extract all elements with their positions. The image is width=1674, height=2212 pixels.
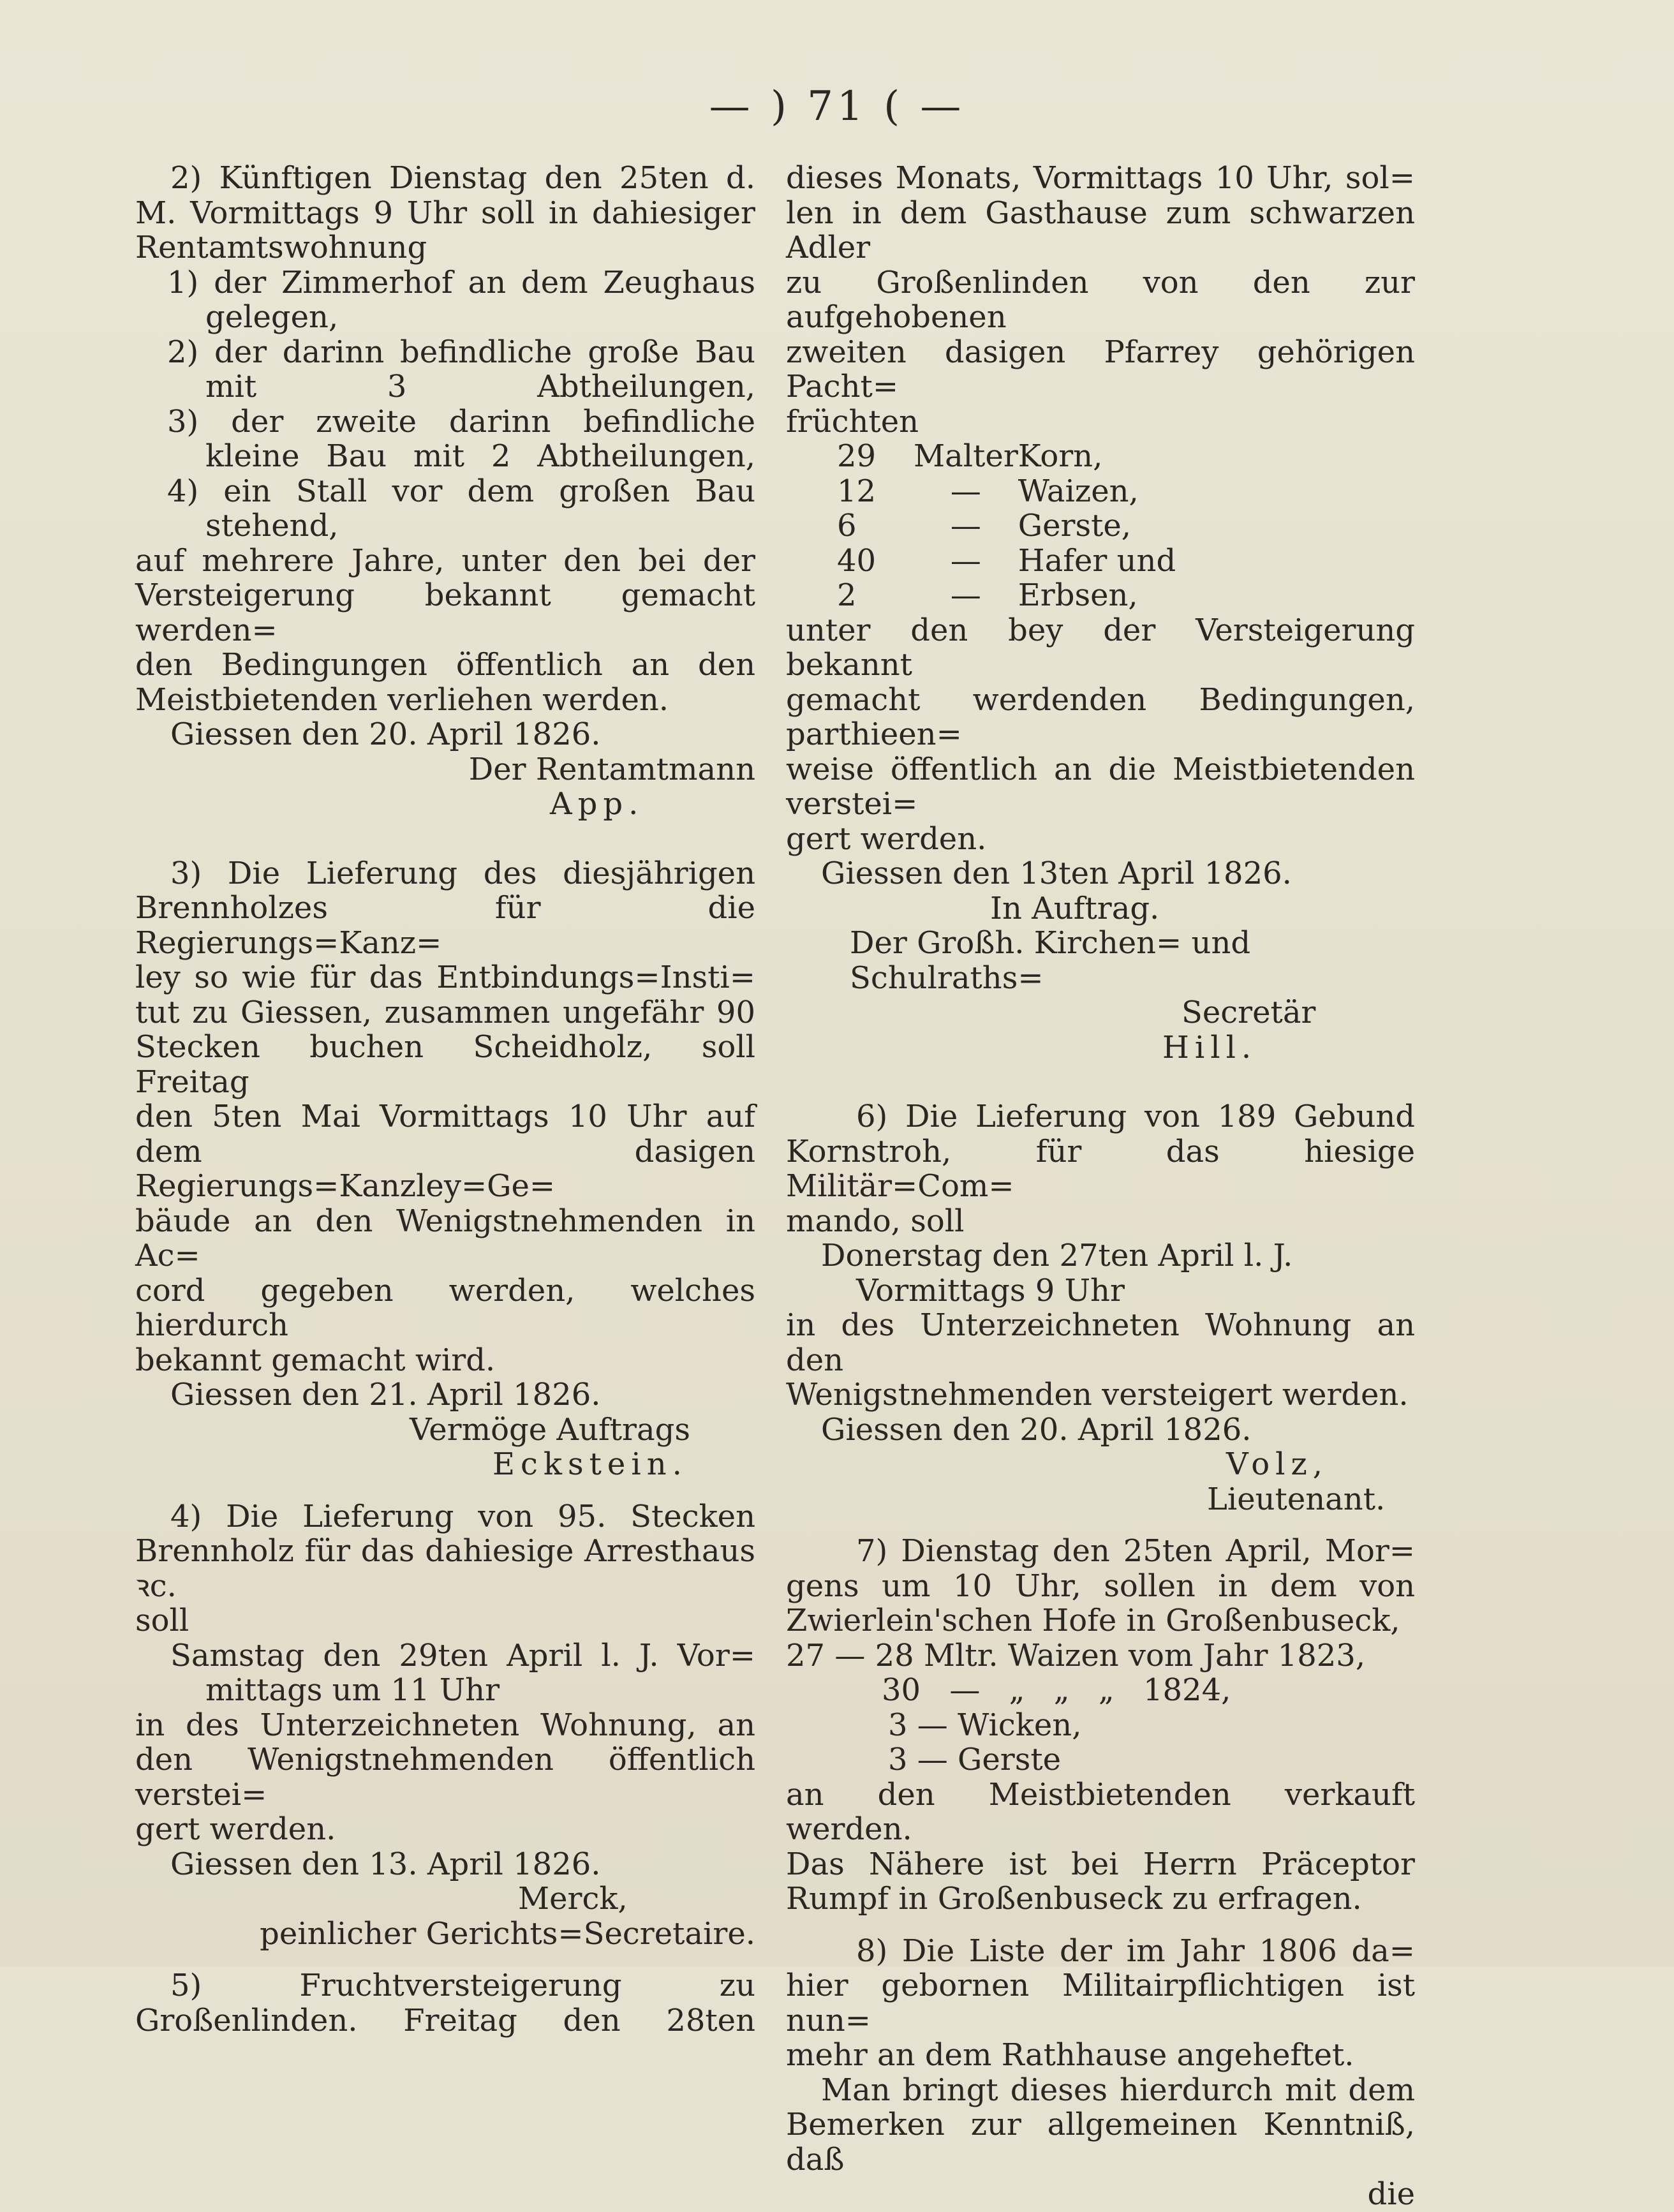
text-line: Stecken buchen Scheidholz, soll Freitag	[135, 1029, 755, 1100]
text-line: gert werden.	[786, 820, 987, 857]
notice-7	[786, 1534, 1415, 1917]
text-line: Rentamtswohnung	[135, 230, 427, 265]
text-line: auf mehrere Jahre, unter den bei der	[135, 542, 755, 579]
notice-6	[786, 1099, 1415, 1517]
page-number: — ) 71 ( —	[709, 83, 965, 130]
text-line: an den Meistbietenden verkauft werden.	[786, 1776, 1415, 1847]
text-line: 4) Die Lieferung von 95. Stecken	[170, 1498, 755, 1534]
text-line: bäude an den Wenigstnehmenden in Ac=	[135, 1203, 755, 1273]
unit-cell: —	[950, 577, 981, 613]
text-line: 5) Fruchtversteigerung zu	[170, 1968, 755, 2003]
text-line: Versteigerung bekannt gemacht werden=	[135, 577, 755, 648]
grain-cell: Waizen,	[1018, 473, 1139, 509]
notice-5-start	[135, 1968, 755, 2038]
text-line: Brennholzes für die Regierungs=Kanz=	[135, 890, 755, 961]
wheat-line: 3 — Wicken,	[888, 1707, 1082, 1743]
list-item: 4) ein Stall vor dem großen Bau stehend,	[167, 473, 755, 544]
text-line: mehr an dem Rathhause angeheftet.	[786, 2037, 1354, 2073]
text-line: 6) Die Lieferung von 189 Gebund	[856, 1099, 1415, 1134]
text-line: Samstag den 29ten April l. J. Vor=	[170, 1637, 755, 1674]
unit-cell: Malter	[914, 438, 1018, 474]
text-line: Vormittags 9 Uhr	[856, 1272, 1125, 1309]
text-line: len in dem Gasthause zum schwarzen Adler	[786, 195, 1415, 265]
signature-name: Merck,	[518, 1881, 628, 1917]
text-line: hier gebornen Militairpflichtigen ist nun=	[786, 1968, 1415, 2038]
place-date: Giessen den 13ten April 1826.	[821, 856, 1292, 891]
table-row	[837, 578, 1176, 613]
signature-title: Vermöge Auftrags	[410, 1411, 690, 1448]
qty-cell: 40	[837, 542, 877, 579]
text-line: den Wenigstnehmenden öffentlich verstei=	[135, 1742, 755, 1813]
text-line: Zwierlein'schen Hofe in Großenbuseck,	[786, 1603, 1400, 1638]
wheat-line: 30 — „ „ „ 1824,	[882, 1672, 1231, 1708]
text-line: Man bringt dieses hierdurch mit dem	[821, 2072, 1415, 2108]
list-item: 2) der darinn befindliche große Bau mit 3 Abtheilungen,	[167, 334, 755, 405]
wheat-line: 27 — 28 Mltr. Waizen vom Jahr 1823,	[786, 1637, 1366, 1674]
signature-title: Der Großh. Kirchen= und Schulraths=	[850, 925, 1251, 996]
signature-name: Hill.	[1162, 1029, 1257, 1065]
table-row	[837, 508, 1176, 544]
text-line: tut zu Giessen, zusammen ungefähr 90	[135, 994, 755, 1030]
signature-title: Der Rentamtmann	[468, 751, 755, 787]
text-line: weise öffentlich an die Meistbietenden verstei=	[786, 751, 1415, 822]
text-line: bekannt gemacht wird.	[135, 1342, 496, 1378]
signature-name: Volz,	[1226, 1446, 1329, 1482]
text-line: dem dasigen Regierungs=Kanzley=Ge=	[135, 1133, 755, 1204]
notice-5-continued	[786, 161, 1415, 1065]
unit-cell: —	[950, 508, 981, 544]
table-row	[837, 544, 1176, 579]
text-line: ley so wie für das Entbindungs=Insti=	[135, 960, 755, 995]
text-line: mando, soll	[786, 1203, 965, 1239]
signature-title: Lieutenant.	[1207, 1481, 1386, 1517]
text-line: Wenigstnehmenden versteigert werden.	[786, 1377, 1409, 1413]
text-line: zweiten dasigen Pfarrey gehörigen Pacht=	[786, 334, 1415, 405]
text-line: unter den bey der Versteigerung bekannt	[786, 612, 1415, 683]
text-line: gert werden.	[135, 1811, 336, 1847]
place-date: Giessen den 21. April 1826.	[170, 1377, 601, 1413]
unit-cell: —	[950, 542, 981, 579]
qty-cell: 6	[837, 508, 857, 544]
text-line: Donerstag den 27ten April l. J.	[821, 1238, 1293, 1273]
place-date: Giessen den 13. April 1826.	[170, 1846, 601, 1882]
grain-cell: Hafer und	[1018, 542, 1176, 579]
text-line: Das Nähere ist bei Herrn Präceptor	[786, 1846, 1415, 1882]
text-line: zu Großenlinden von den zur aufgehobenen	[786, 264, 1415, 335]
wheat-line: 3 — Gerste	[888, 1742, 1062, 1778]
grain-cell: Gerste,	[1018, 508, 1132, 544]
qty-cell: 29	[837, 438, 877, 474]
text-line: in des Unterzeichneten Wohnung an den	[786, 1307, 1415, 1378]
table-row	[837, 474, 1176, 509]
qty-cell: 12	[837, 473, 877, 509]
unit-cell: —	[950, 473, 981, 509]
place-date: Giessen den 20. April 1826.	[821, 1411, 1252, 1448]
notice-4	[135, 1499, 755, 1952]
qty-cell: 2	[837, 577, 857, 613]
text-line: den Bedingungen öffentlich an den	[135, 647, 755, 683]
text-line: M. Vormittags 9 Uhr soll in dahiesiger	[135, 195, 755, 231]
grain-cell: Erbsen,	[1018, 577, 1138, 613]
text-line: dieses Monats, Vormittags 10 Uhr, sol=	[786, 160, 1415, 196]
table-row	[837, 439, 1176, 474]
grain-cell: Korn,	[1018, 438, 1103, 474]
signature-title: Secretär	[1181, 995, 1316, 1030]
text-line: gemacht werdenden Bedingungen, parthieen=	[786, 681, 1415, 752]
text-line: Großenlinden. Freitag den 28ten	[135, 2002, 755, 2038]
text-line: Brennholz für das dahiesige Arresthaus ꝛc.	[135, 1533, 755, 1604]
signature-name: Eckstein.	[493, 1446, 688, 1482]
text-line: früchten	[786, 403, 919, 440]
text-line: Kornstroh, für das hiesige Militär=Com=	[786, 1133, 1415, 1204]
text-line: Rumpf in Großenbuseck zu erfragen.	[786, 1881, 1362, 1917]
text-line: 8) Die Liste der im Jahr 1806 da=	[856, 1933, 1415, 1969]
text-line: 2) Künftigen Dienstag den 25ten d.	[170, 160, 755, 196]
notice-3	[135, 856, 755, 1482]
list-item: 3) der zweite darinn befindliche kleine Bau mit 2 Abtheilungen,	[167, 403, 755, 474]
signature-title: peinlicher Gerichts=Secretaire.	[260, 1915, 755, 1952]
grain-table	[837, 439, 1176, 613]
text-line: gens um 10 Uhr, sollen in dem von	[786, 1568, 1415, 1604]
text-line: Meistbietenden verliehen werden.	[135, 681, 669, 718]
notice-8	[786, 1934, 1415, 2212]
right-column	[786, 161, 1415, 2212]
text-line: Bemerken zur allgemeinen Kenntniß, daß	[786, 2107, 1415, 2178]
signature-name: App.	[550, 786, 644, 822]
notice-2	[135, 161, 755, 822]
text-line: in des Unterzeichneten Wohnung, an	[135, 1707, 755, 1743]
text-line: den 5ten Mai Vormittags 10 Uhr auf	[135, 1099, 755, 1134]
list-item: 1) der Zimmerhof an dem Zeughaus gelegen,	[167, 264, 755, 335]
left-column	[135, 161, 755, 2038]
place-date: Giessen den 20. April 1826.	[170, 716, 601, 752]
text-line: cord gegeben werden, welches hierdurch	[135, 1272, 755, 1343]
signature-title: In Auftrag.	[990, 890, 1160, 926]
text-line: 7) Dienstag den 25ten April, Mor=	[856, 1533, 1415, 1569]
text-line: 3) Die Lieferung des diesjährigen	[170, 855, 755, 891]
text-line: soll	[135, 1603, 189, 1638]
catchword: die	[1367, 2176, 1415, 2212]
text-line: mittags um 11 Uhr	[205, 1672, 500, 1708]
